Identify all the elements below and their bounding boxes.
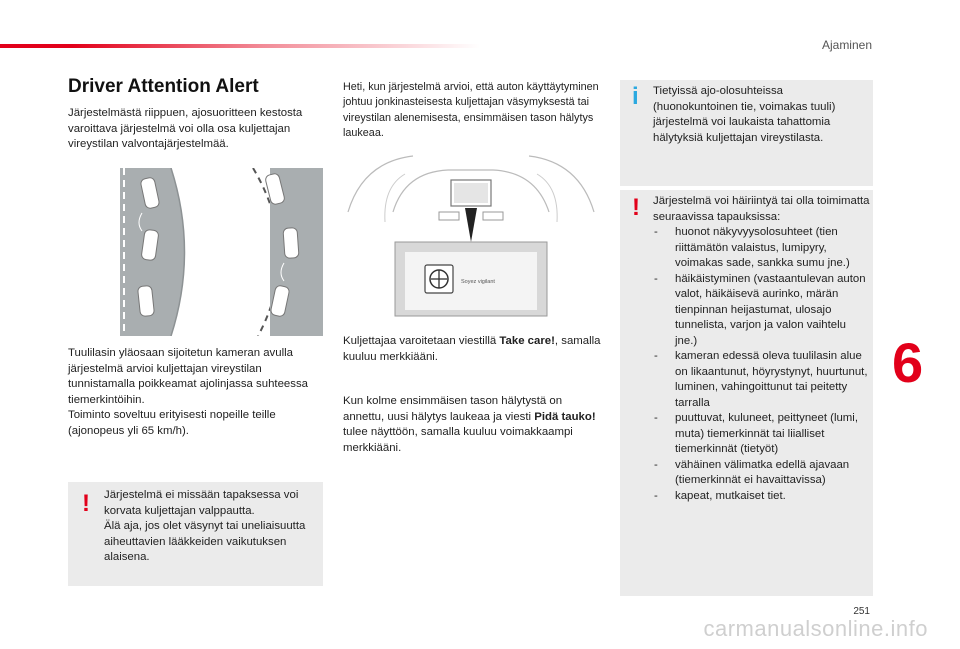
display-message: Soyez vigilant: [461, 279, 495, 285]
take-care-text-end: , samalla kuuluu merkkiääni.: [343, 335, 601, 363]
warning-exclamation-icon: !: [632, 194, 640, 221]
watermark: carmanualsonline.info: [703, 616, 928, 641]
chapter-tab-number: 6: [892, 331, 924, 394]
take-break-message: Pidä tauko!: [534, 410, 596, 423]
page-number: 251: [853, 606, 870, 617]
section-title: Ajaminen: [821, 38, 872, 52]
take-care-paragraph: [343, 334, 601, 365]
dashboard-display-illustration: [343, 152, 599, 322]
take-break-text-end: tulee näyttöön, samalla kuuluu voimakkaampi merkkiääni.: [343, 426, 573, 454]
warning-left-line2: Älä aja, jos olet väsynyt tai uneliaisuutta aiheuttavien lääkkeiden vaikutuksen alaisena.: [104, 520, 306, 563]
warning-exclamation-icon: !: [82, 490, 90, 517]
take-break-text: Kun kolme ensimmäisen tason hälytystä on annettu, uusi hälytys laukeaa ja viesti: [343, 395, 563, 423]
list-item: - kapeat, mutkaiset tiet.: [653, 489, 871, 505]
warning-right-content: [653, 194, 871, 504]
list-item: - kameran edessä oleva tuulilasin alue on likaantunut, höyrystynyt, huurtunut, luminen, vahingoittunut tai peitetty tarralla: [653, 349, 871, 411]
warning-box-right: [620, 190, 873, 596]
list-item: - vähäinen välimatka edellä ajavaan (tiemerkinnät ei havaittavissa): [653, 458, 871, 489]
header-accent-bar: [0, 44, 480, 48]
take-care-message: Take care!: [499, 335, 555, 347]
camera-paragraph: Tuulilasin yläosaan sijoitetun kameran avulla järjestelmä arvioi kuljettajan vireystilan tunnistamalla poikkeamat ajolinjassa suhteessa tiemerkintöihin.: [68, 347, 308, 406]
info-icon: i: [632, 83, 639, 110]
warning-box-left: [68, 482, 323, 586]
speed-paragraph: Toiminto soveltuu erityisesti nopeille teille (ajonopeus yli 65 km/h).: [68, 409, 276, 437]
take-care-text: Kuljettajaa varoitetaan viestillä: [343, 335, 500, 347]
list-item: - huonot näkyvyysolosuhteet (tien riittämätön valaistus, lumipyry, voimakas sade, sankka sumu jne.): [653, 225, 871, 272]
info-box-text: Tietyissä ajo-olosuhteissa (huonokuntoinen tie, voimakas tuuli) järjestelmä voi laukaista tahattomia hälytyksiä kuljettajan vireystilasta.: [653, 85, 836, 144]
warning-left-line1: Järjestelmä ei missään tapaksessa voi korvata kuljettajan valppautta.: [104, 489, 299, 517]
lane-drift-illustration: [68, 168, 323, 336]
conditions-list: [653, 225, 871, 504]
list-item: - puuttuvat, kuluneet, peittyneet (lumi, muta) tiemerkinnät tai liialliset tiemerkinnät (tietyöt): [653, 411, 871, 458]
intro-paragraph: Järjestelmästä riippuen, ajosuoritteen kestosta varoittava järjestelmä voi olla osa kuljettajan vireystilan valvontajärjestelmää.: [68, 107, 303, 150]
warning-right-intro: Järjestelmä voi häiriintyä tai olla toimimatta seuraavissa tapauksissa:: [653, 195, 870, 223]
page-title: Driver Attention Alert: [68, 76, 259, 97]
alert-level1-paragraph: Heti, kun järjestelmä arvioi, että auton käyttäytyminen johtuu jonkinasteisesta kuljettajan väsymyksestä tai vireystilan alenemisesta, ensimmäisen tason hälytys laukeaa.: [343, 81, 599, 139]
info-box: [620, 80, 873, 186]
take-break-paragraph: [343, 394, 601, 456]
list-item: - häikäistyminen (vastaantulevan auton valot, häikäisevä aurinko, märän tienpinnan heijastumat, ulosajo tunnelista, varjon ja valon vaihtelu jne.): [653, 272, 871, 350]
steering-wheel-icon: [430, 270, 448, 288]
